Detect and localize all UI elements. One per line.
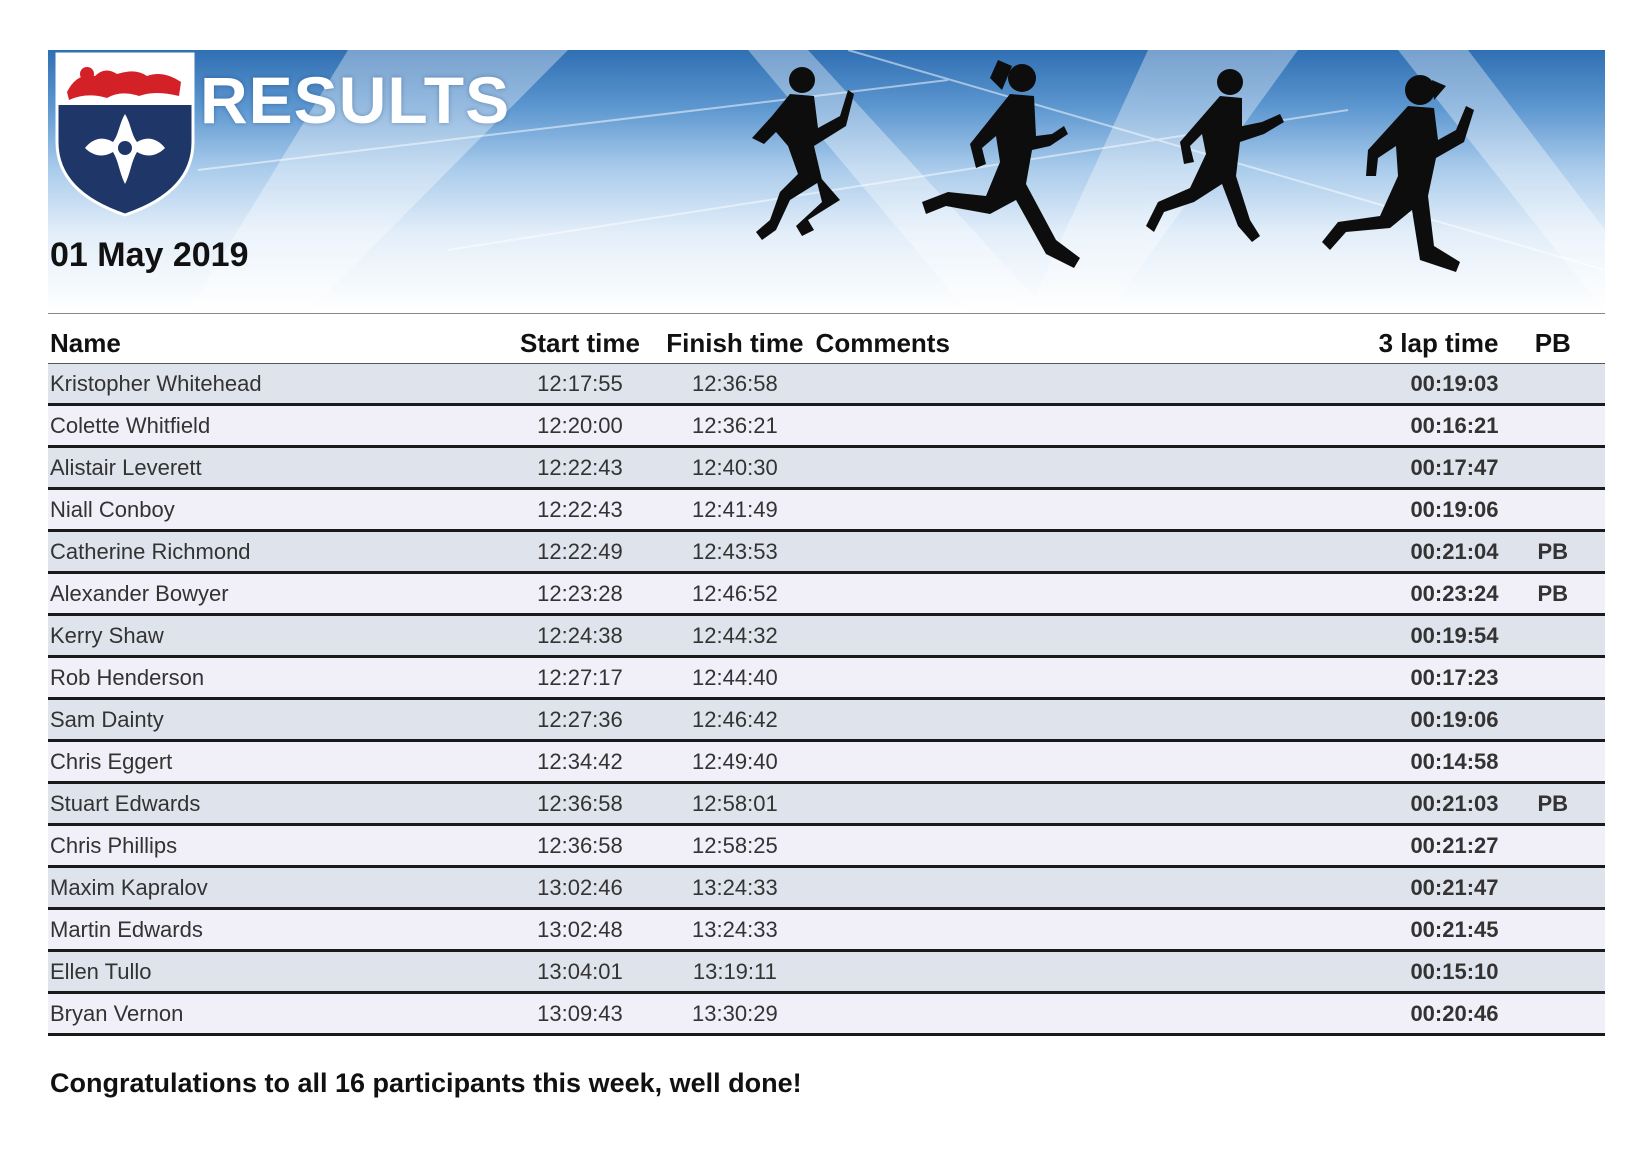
- runner-silhouettes: [690, 50, 1510, 300]
- cell-finish-time: 12:43:53: [656, 531, 813, 573]
- cell-name: Catherine Richmond: [48, 531, 504, 573]
- cell-pb: [1501, 699, 1605, 741]
- table-row: [48, 531, 1605, 573]
- cell-pb: PB: [1501, 783, 1605, 825]
- cell-comments: [814, 364, 1368, 405]
- column-header-pb: PB: [1501, 323, 1605, 364]
- table-header-row: [48, 323, 1605, 364]
- header-divider: [48, 313, 1605, 314]
- cell-finish-time: 13:24:33: [656, 867, 813, 909]
- column-header-finish-time: Finish time: [656, 323, 813, 364]
- cell-start-time: 13:02:46: [504, 867, 656, 909]
- table-row: [48, 909, 1605, 951]
- cell-lap-time: 00:14:58: [1368, 741, 1501, 783]
- column-header-comments: Comments: [814, 323, 1368, 364]
- cell-pb: [1501, 364, 1605, 405]
- university-shield-icon: [55, 52, 195, 217]
- cell-pb: [1501, 489, 1605, 531]
- table-row: [48, 699, 1605, 741]
- cell-lap-time: 00:23:24: [1368, 573, 1501, 615]
- cell-finish-time: 12:41:49: [656, 489, 813, 531]
- cell-start-time: 12:27:17: [504, 657, 656, 699]
- cell-start-time: 12:22:43: [504, 489, 656, 531]
- cell-comments: [814, 909, 1368, 951]
- cell-finish-time: 12:46:42: [656, 699, 813, 741]
- cell-name: Ellen Tullo: [48, 951, 504, 993]
- cell-pb: [1501, 615, 1605, 657]
- cell-comments: [814, 447, 1368, 489]
- cell-lap-time: 00:19:54: [1368, 615, 1501, 657]
- cell-name: Stuart Edwards: [48, 783, 504, 825]
- cell-name: Bryan Vernon: [48, 993, 504, 1035]
- cell-comments: [814, 405, 1368, 447]
- results-table-body: [48, 364, 1605, 1035]
- table-row: [48, 657, 1605, 699]
- cell-pb: [1501, 741, 1605, 783]
- cell-comments: [814, 825, 1368, 867]
- column-header-lap-time: 3 lap time: [1368, 323, 1501, 364]
- cell-finish-time: 12:40:30: [656, 447, 813, 489]
- cell-start-time: 12:27:36: [504, 699, 656, 741]
- cell-pb: [1501, 657, 1605, 699]
- runner-silhouette-icon: [752, 67, 854, 240]
- cell-comments: [814, 951, 1368, 993]
- cell-name: Maxim Kapralov: [48, 867, 504, 909]
- cell-finish-time: 12:44:40: [656, 657, 813, 699]
- runner-silhouette-icon: [1322, 75, 1474, 272]
- column-header-name: Name: [48, 323, 504, 364]
- results-date: 01 May 2019: [50, 236, 249, 274]
- cell-finish-time: 13:24:33: [656, 909, 813, 951]
- cell-start-time: 12:36:58: [504, 783, 656, 825]
- cell-comments: [814, 573, 1368, 615]
- cell-lap-time: 00:16:21: [1368, 405, 1501, 447]
- cell-lap-time: 00:20:46: [1368, 993, 1501, 1035]
- table-row: [48, 783, 1605, 825]
- cell-lap-time: 00:21:47: [1368, 867, 1501, 909]
- column-header-start-time: Start time: [504, 323, 656, 364]
- runner-silhouette-icon: [922, 60, 1080, 268]
- cell-comments: [814, 489, 1368, 531]
- cell-name: Colette Whitfield: [48, 405, 504, 447]
- cell-pb: [1501, 951, 1605, 993]
- cell-lap-time: 00:19:06: [1368, 489, 1501, 531]
- cell-lap-time: 00:21:03: [1368, 783, 1501, 825]
- cell-lap-time: 00:17:47: [1368, 447, 1501, 489]
- cell-finish-time: 12:58:01: [656, 783, 813, 825]
- cell-start-time: 12:22:43: [504, 447, 656, 489]
- cell-start-time: 12:24:38: [504, 615, 656, 657]
- cell-pb: [1501, 825, 1605, 867]
- cell-comments: [814, 783, 1368, 825]
- cell-comments: [814, 531, 1368, 573]
- cell-start-time: 13:09:43: [504, 993, 656, 1035]
- cell-name: Niall Conboy: [48, 489, 504, 531]
- cell-finish-time: 12:46:52: [656, 573, 813, 615]
- cell-finish-time: 12:49:40: [656, 741, 813, 783]
- cell-lap-time: 00:21:27: [1368, 825, 1501, 867]
- table-row: [48, 405, 1605, 447]
- table-row: [48, 825, 1605, 867]
- cell-finish-time: 12:58:25: [656, 825, 813, 867]
- cell-finish-time: 13:30:29: [656, 993, 813, 1035]
- cell-finish-time: 12:44:32: [656, 615, 813, 657]
- cell-name: Chris Phillips: [48, 825, 504, 867]
- cell-start-time: 12:36:58: [504, 825, 656, 867]
- cell-name: Chris Eggert: [48, 741, 504, 783]
- cell-pb: PB: [1501, 573, 1605, 615]
- results-table: [48, 323, 1605, 1036]
- table-row: [48, 867, 1605, 909]
- cell-finish-time: 12:36:58: [656, 364, 813, 405]
- cell-lap-time: 00:21:04: [1368, 531, 1501, 573]
- cell-start-time: 12:34:42: [504, 741, 656, 783]
- cell-pb: [1501, 447, 1605, 489]
- cell-comments: [814, 867, 1368, 909]
- cell-name: Alistair Leverett: [48, 447, 504, 489]
- cell-start-time: 12:23:28: [504, 573, 656, 615]
- cell-start-time: 13:04:01: [504, 951, 656, 993]
- cell-start-time: 12:17:55: [504, 364, 656, 405]
- table-row: [48, 573, 1605, 615]
- cell-pb: [1501, 909, 1605, 951]
- cell-name: Sam Dainty: [48, 699, 504, 741]
- cell-comments: [814, 699, 1368, 741]
- cell-name: Kerry Shaw: [48, 615, 504, 657]
- cell-comments: [814, 615, 1368, 657]
- table-row: [48, 615, 1605, 657]
- cell-lap-time: 00:15:10: [1368, 951, 1501, 993]
- cell-lap-time: 00:19:03: [1368, 364, 1501, 405]
- cell-lap-time: 00:19:06: [1368, 699, 1501, 741]
- table-row: [48, 741, 1605, 783]
- cell-pb: [1501, 993, 1605, 1035]
- cell-comments: [814, 741, 1368, 783]
- cell-start-time: 13:02:48: [504, 909, 656, 951]
- table-row: [48, 951, 1605, 993]
- cell-lap-time: 00:17:23: [1368, 657, 1501, 699]
- table-row: [48, 993, 1605, 1035]
- cell-name: Martin Edwards: [48, 909, 504, 951]
- cell-name: Alexander Bowyer: [48, 573, 504, 615]
- cell-pb: [1501, 867, 1605, 909]
- congratulations-message: Congratulations to all 16 participants this week, well done!: [50, 1068, 802, 1098]
- table-row: [48, 364, 1605, 405]
- cell-name: Rob Henderson: [48, 657, 504, 699]
- cell-comments: [814, 657, 1368, 699]
- cell-finish-time: 12:36:21: [656, 405, 813, 447]
- cell-finish-time: 13:19:11: [656, 951, 813, 993]
- cell-start-time: 12:20:00: [504, 405, 656, 447]
- table-row: [48, 489, 1605, 531]
- runner-silhouette-icon: [1146, 69, 1284, 242]
- cell-name: Kristopher Whitehead: [48, 364, 504, 405]
- cell-lap-time: 00:21:45: [1368, 909, 1501, 951]
- cell-pb: [1501, 405, 1605, 447]
- page-title: RESULTS: [200, 63, 511, 137]
- cell-comments: [814, 993, 1368, 1035]
- table-row: [48, 447, 1605, 489]
- cell-pb: PB: [1501, 531, 1605, 573]
- cell-start-time: 12:22:49: [504, 531, 656, 573]
